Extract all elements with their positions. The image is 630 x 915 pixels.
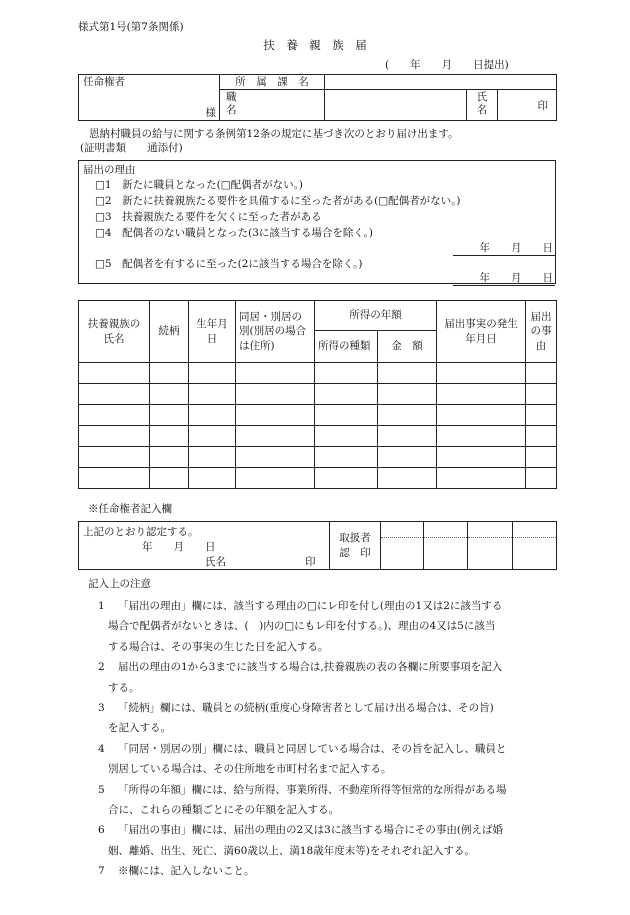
table-cell[interactable] — [315, 384, 378, 405]
table-cell[interactable] — [150, 384, 189, 405]
table-cell[interactable] — [437, 447, 526, 468]
certify-date: 年 月 日 — [142, 541, 216, 553]
table-row — [79, 384, 557, 405]
table-cell[interactable] — [526, 426, 557, 447]
reasons-heading: 届出の理由 — [83, 164, 136, 176]
table-cell[interactable] — [189, 405, 236, 426]
table-row — [79, 363, 557, 384]
table-cell[interactable] — [150, 468, 189, 489]
table-cell[interactable] — [79, 468, 150, 489]
table-cell[interactable] — [236, 447, 315, 468]
appointer-cell[interactable] — [79, 75, 220, 121]
note-number: 5 — [98, 783, 105, 796]
table-cell[interactable] — [526, 384, 557, 405]
note-line: 6 「届出の事由」欄には、届出の理由の2又は3に該当する場合にその事由(例えば婚 — [98, 820, 558, 840]
notes-heading: 記入上の注意 — [88, 578, 151, 590]
table-cell[interactable] — [315, 468, 378, 489]
table-cell[interactable] — [79, 384, 150, 405]
reason-2[interactable]: □2 新たに扶養親族たる要件を具備するに至った者がある(□配偶者がない。) — [95, 195, 461, 207]
position-cell — [220, 90, 325, 121]
table-cell[interactable] — [189, 363, 236, 384]
table-cell[interactable] — [315, 363, 378, 384]
intro-text: 恩納村職員の給与に関する条例第12条の規定に基づき次のとおり届け出ます。 — [89, 128, 459, 140]
note-number: 3 — [98, 702, 105, 715]
note-line: 場合で配偶者がないときは、( )内の□にもレ印を付する。)、理由の4又は5に該当 — [108, 620, 496, 633]
reason-4-date[interactable]: 年 月 日 — [453, 241, 555, 256]
handler-label: 取扱者 認 印 — [330, 522, 381, 570]
reason-5-date[interactable]: 年 月 日 — [453, 271, 555, 286]
th-reason: 届出の事由 — [526, 301, 557, 363]
table-row — [79, 468, 557, 489]
table-cell[interactable] — [236, 384, 315, 405]
table-row — [79, 447, 557, 468]
note-number: 4 — [98, 742, 105, 755]
th-name: 扶養親族の氏名 — [79, 301, 150, 363]
submit-date: ( 年 月 日提出) — [385, 59, 509, 71]
seal-mark: 印 — [537, 100, 548, 113]
table-cell[interactable] — [378, 447, 437, 468]
department-label: 所 属 課 名 — [220, 75, 325, 90]
note-line: を記入する。 — [108, 722, 171, 735]
certify-name-label: 氏名 — [205, 556, 226, 568]
th-relation: 続柄 — [150, 301, 189, 363]
th-cohabit: 同居・別居の別(別居の場合は住所) — [236, 301, 315, 363]
position-field[interactable] — [242, 90, 324, 120]
table-cell[interactable] — [437, 426, 526, 447]
table-cell[interactable] — [150, 426, 189, 447]
table-cell[interactable] — [189, 426, 236, 447]
table-row — [79, 426, 557, 447]
note-line: 5 「所得の年額」欄には、給与所得、事業所得、不動産所得等恒常的な所得がある場 — [98, 780, 558, 800]
th-income: 所得の年額 — [315, 301, 437, 331]
form-number: 様式第1号(第7条関係) — [78, 21, 184, 33]
table-cell[interactable] — [236, 468, 315, 489]
note-line: 姻、離婚、出生、死亡、満60歳以上、満18歳年度末等)をそれぞれ記入する。 — [108, 844, 475, 857]
header-table — [78, 74, 557, 121]
table-cell[interactable] — [189, 468, 236, 489]
table-cell[interactable] — [79, 363, 150, 384]
position-label: 職 名 — [226, 91, 237, 117]
appointer-label: 任命権者 — [83, 76, 125, 88]
table-cell[interactable] — [378, 468, 437, 489]
th-income-type: 所得の種類 — [315, 331, 378, 363]
table-cell[interactable] — [79, 447, 150, 468]
note-line: する場合は、その事実の生じた日を記入する。 — [108, 640, 329, 653]
table-cell[interactable] — [315, 426, 378, 447]
note-line: 1 「届出の理由」欄には、該当する理由の□にレ印を付し(理由の1又は2に該当する — [98, 596, 558, 616]
reason-5[interactable]: □5 配偶者を有するに至った(2に該当する場合を除く。) — [95, 258, 363, 270]
certify-cell[interactable] — [79, 522, 330, 570]
table-cell[interactable] — [79, 426, 150, 447]
table-cell[interactable] — [378, 363, 437, 384]
certify-seal: 印 — [305, 556, 316, 568]
table-cell[interactable] — [437, 363, 526, 384]
reason-1[interactable]: □1 新たに職員となった(□配偶者がない。) — [95, 179, 303, 191]
table-cell[interactable] — [236, 426, 315, 447]
notes-list — [98, 596, 558, 882]
note-line: 3 「続柄」欄には、職員との続柄(重度心身障害者として届け出る場合は、その旨) — [98, 698, 558, 718]
table-cell[interactable] — [189, 447, 236, 468]
note-number: 7 — [98, 865, 105, 878]
table-cell[interactable] — [437, 405, 526, 426]
family-table — [78, 300, 557, 489]
table-cell[interactable] — [150, 447, 189, 468]
certify-text: 上記のとおり認定する。 — [83, 526, 199, 538]
table-cell[interactable] — [526, 363, 557, 384]
note-line: 2 届出の理由の1から3までに該当する場合は,扶養親族の表の各欄に所要事項を記入 — [98, 657, 558, 677]
note-number: 1 — [98, 600, 105, 612]
appointer-section-label: ※任命権者記入欄 — [88, 503, 172, 515]
form-title: 扶 養 親 族 届 — [263, 38, 367, 52]
note-number: 2 — [98, 661, 105, 674]
th-amount: 金 額 — [378, 331, 437, 363]
table-cell[interactable] — [79, 405, 150, 426]
table-cell[interactable] — [526, 405, 557, 426]
table-cell[interactable] — [378, 426, 437, 447]
note-line: する。 — [108, 681, 140, 694]
note-line: 4 「同居・別居の別」欄には、職員と同居している場合は、その旨を記入し、職員と — [98, 739, 558, 759]
position-field-2[interactable] — [325, 90, 467, 121]
reason-4[interactable]: □4 配偶者のない職員となった(3に該当する場合を除く。) — [95, 227, 374, 239]
reasons-box — [78, 160, 556, 284]
stamp-box-3[interactable] — [468, 522, 513, 570]
table-cell[interactable] — [526, 447, 557, 468]
table-cell[interactable] — [378, 405, 437, 426]
table-cell[interactable] — [150, 363, 189, 384]
appointer-table — [78, 521, 557, 570]
th-birth: 生年月日 — [189, 301, 236, 363]
table-cell[interactable] — [150, 405, 189, 426]
table-cell[interactable] — [189, 384, 236, 405]
reason-3[interactable]: □3 扶養親族たる要件を欠くに至った者がある — [95, 211, 322, 223]
table-cell[interactable] — [315, 447, 378, 468]
note-line: 別居している場合は、その住所地を市町村名まで記入する。 — [108, 763, 392, 776]
note-number: 6 — [98, 824, 105, 837]
name-label: 氏 名 — [467, 90, 498, 121]
table-row — [79, 405, 557, 426]
table-cell[interactable] — [437, 468, 526, 489]
table-cell[interactable] — [236, 405, 315, 426]
table-cell[interactable] — [526, 468, 557, 489]
th-event-date: 届出事実の発生年月日 — [437, 301, 526, 363]
proof-docs: (証明書類 通添付) — [80, 142, 183, 154]
table-cell[interactable] — [236, 363, 315, 384]
table-cell[interactable] — [315, 405, 378, 426]
department-field[interactable] — [325, 75, 557, 90]
table-cell[interactable] — [378, 384, 437, 405]
honorific: 様 — [205, 107, 216, 119]
stamp-box-1[interactable] — [381, 522, 424, 570]
note-line: 合に、これらの種類ごとにその年額を記入する。 — [108, 804, 339, 817]
table-cell[interactable] — [437, 384, 526, 405]
name-field[interactable] — [498, 90, 557, 121]
note-line: 7 ※欄には、記入しないこと。 — [98, 861, 558, 881]
stamp-box-4[interactable] — [513, 522, 557, 570]
stamp-box-2[interactable] — [424, 522, 468, 570]
